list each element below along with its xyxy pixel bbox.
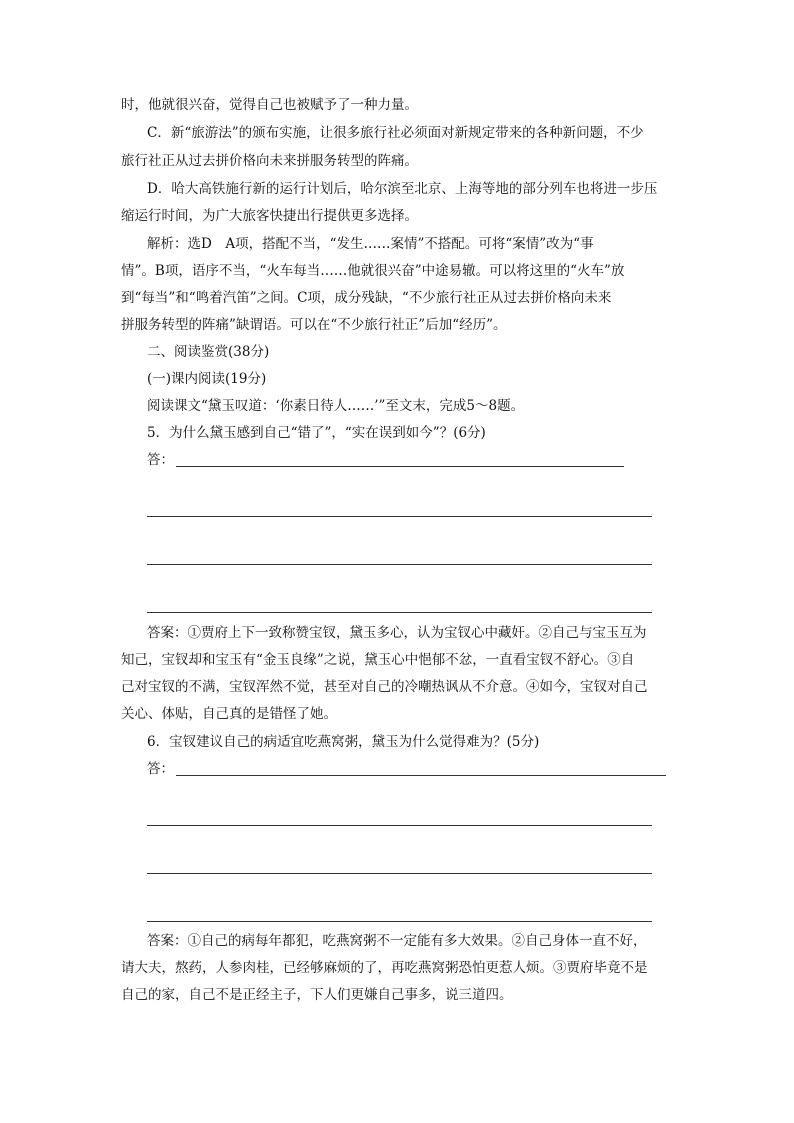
answer-text-line: 答案：①自己的病每年都犯，吃燕窝粥不一定能有多大效果。②自己身体一直不好， <box>147 933 647 949</box>
section-heading: 二、阅读鉴赏(38分) <box>147 344 270 360</box>
answer-line[interactable] <box>147 516 652 517</box>
answer-line[interactable] <box>176 775 666 776</box>
answer-line[interactable] <box>147 825 652 826</box>
answer-text-line: 知己，宝钗却和宝玉有“金玉良缘”之说，黛玉心中悒郁不忿，一直看宝钗不舒心。③自 <box>121 652 635 668</box>
answer-text-line: 自己的家，自己不是正经主子，下人们更嫌自己事多，说三道四。 <box>121 987 513 1003</box>
option-d-line: D．哈大高铁施行新的运行计划后，哈尔滨至北京、上海等地的部分列车也将进一步压 <box>147 181 658 197</box>
answer-label: 答： <box>147 452 174 468</box>
subsection-heading: (一)课内阅读(19分) <box>147 371 267 387</box>
answer-text-line: 答案：①贾府上下一致称赞宝钗，黛玉多心，认为宝钗心中藏奸。②自己与宝玉互为 <box>147 625 647 641</box>
text-line: 缩运行时间，为广大旅客快捷出行提供更多选择。 <box>121 208 418 224</box>
answer-line[interactable] <box>147 564 652 565</box>
answer-line[interactable] <box>147 612 652 613</box>
text-line: 时，他就很兴奋，觉得自己也被赋予了一种力量。 <box>121 97 418 113</box>
text-line: 情”。B项，语序不当，“火车每当……他就很兴奋”中途易辙。可以将这里的“火车”放 <box>121 263 625 279</box>
answer-label: 答： <box>147 761 174 777</box>
answer-line[interactable] <box>176 466 624 467</box>
text-line: 拼服务转型的阵痛”缺谓语。可以在“不少旅行社正”后加“经历”。 <box>121 317 507 333</box>
question-6: 6．宝钗建议自己的病适宜吃燕窝粥，黛玉为什么觉得难为？(5分) <box>147 734 540 750</box>
answer-line[interactable] <box>147 921 652 922</box>
answer-text-line: 关心、体贴，自己真的是错怪了她。 <box>121 706 337 722</box>
text-line: 旅行社正从过去拼价格向未来拼服务转型的阵痛。 <box>121 153 418 169</box>
reading-instruction: 阅读课文“黛玉叹道：‘你素日待人……’”至文末，完成5～8题。 <box>147 398 525 414</box>
answer-line[interactable] <box>147 873 652 874</box>
text-line: 到“每当”和“鸣着汽笛”之间。C项，成分残缺，“不少旅行社正从过去拼价格向未来 <box>121 290 612 306</box>
analysis-line: 解析：选D A项，搭配不当，“发生……案情”不搭配。可将“案情”改为“事 <box>147 236 594 252</box>
answer-text-line: 请大夫，熬药，人参肉桂，已经够麻烦的了，再吃燕窝粥恐怕更惹人烦。③贾府毕竟不是 <box>121 960 648 976</box>
option-c-line: C．新“旅游法”的颁布实施，让很多旅行社必须面对新规定带来的各种新问题，不少 <box>147 125 644 141</box>
question-5: 5．为什么黛玉感到自己“错了”，“实在误到如今”？(6分) <box>147 425 486 441</box>
answer-text-line: 己对宝钗的不满，宝钗浑然不觉，甚至对自己的冷嘲热讽从不介意。④如今，宝钗对自己 <box>121 679 648 695</box>
